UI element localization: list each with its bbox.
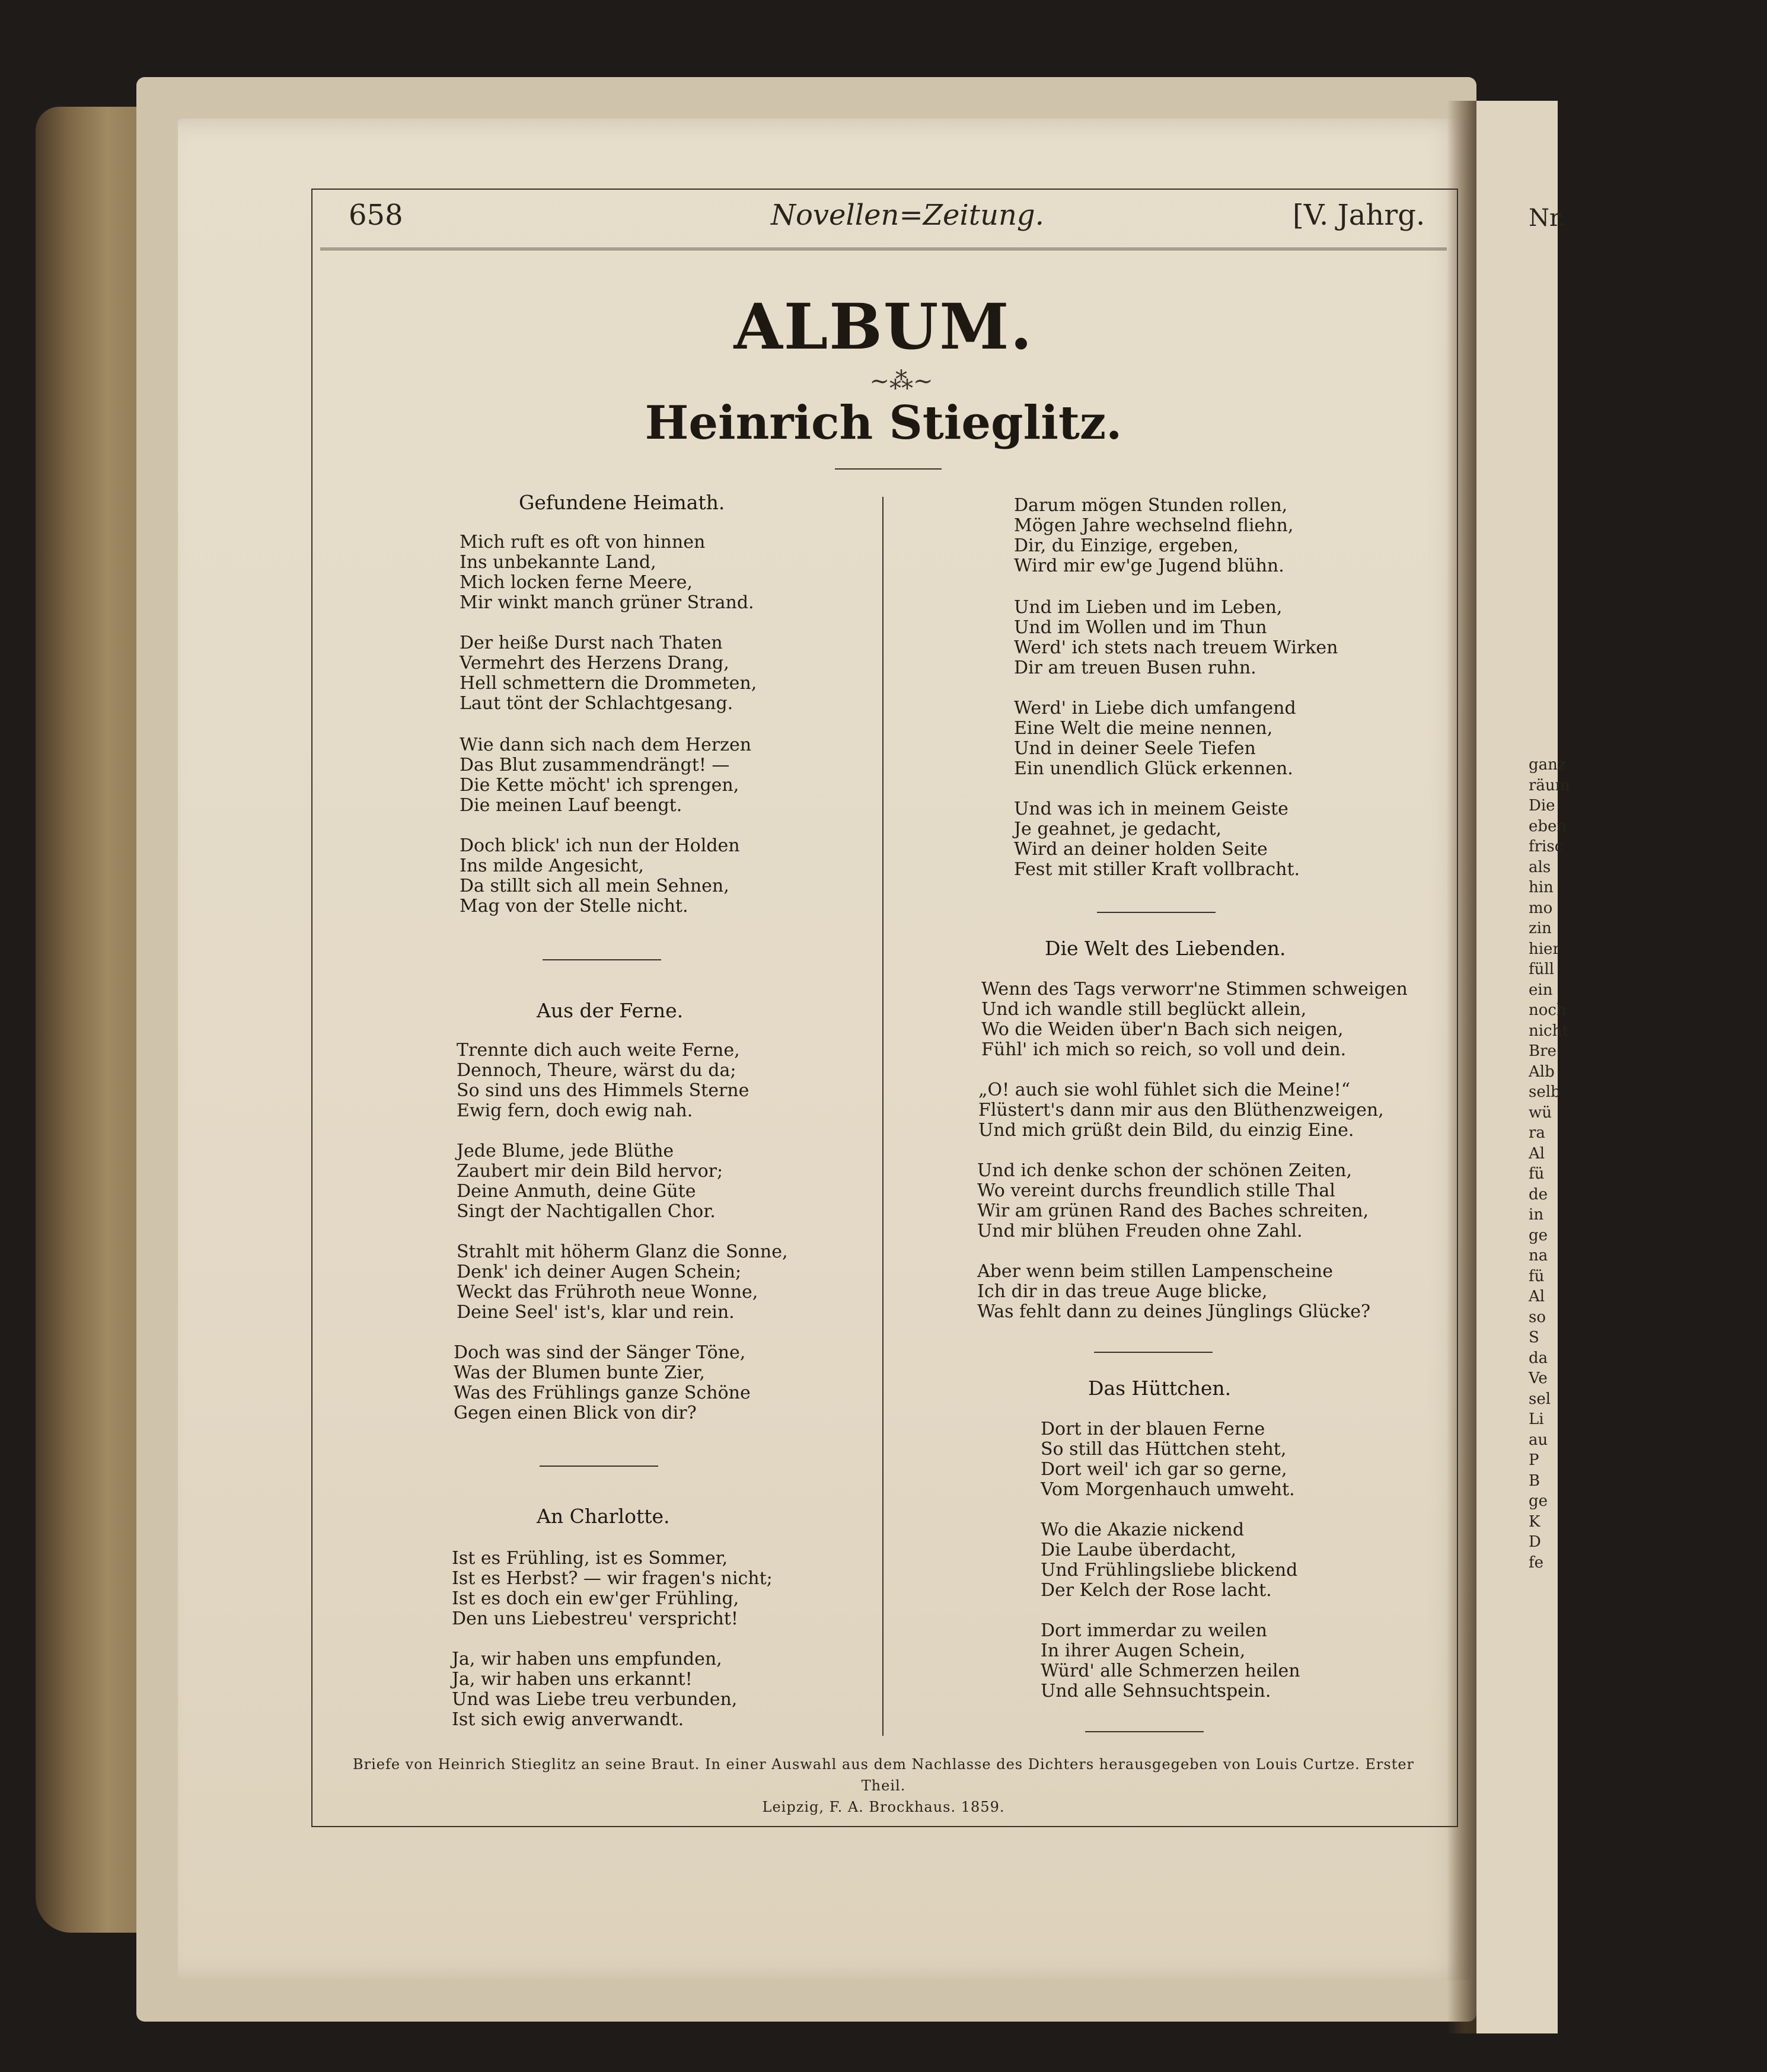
verse-line: Die Laube überdacht, [1041, 1540, 1236, 1560]
footnote [332, 1754, 1435, 1818]
verse-line: Eine Welt die meine nennen, [1014, 718, 1273, 739]
verse-line: Ich dir in das treue Auge blicke, [977, 1281, 1268, 1302]
right-page-header: Nr. [1529, 205, 1566, 232]
verse-line: Laut tönt der Schlachtgesang. [460, 693, 733, 714]
right-page-fragment: frisc [1529, 838, 1564, 855]
verse-line: Deine Seel' ist's, klar und rein. [457, 1302, 735, 1323]
verse-line: Mögen Jahre wechselnd fliehn, [1014, 515, 1294, 536]
verse-line: Und ich denke schon der schönen Zeiten, [977, 1160, 1352, 1181]
stanza [981, 979, 1408, 1060]
verse-line: Hell schmettern die Drommeten, [460, 673, 757, 694]
verse-line: Jede Blume, jede Blüthe [457, 1141, 674, 1161]
verse-line: Und Frühlingsliebe blickend [1041, 1560, 1298, 1581]
right-page-fragment: ge [1529, 1226, 1548, 1244]
right-page-fragment: K [1529, 1512, 1540, 1531]
right-page-fragment: Li [1529, 1410, 1544, 1428]
right-page-fragment: da [1529, 1349, 1548, 1367]
right-page-fragment: ein [1529, 981, 1553, 999]
verse-line: Wenn des Tags verworr'ne Stimmen schweigen [981, 979, 1408, 1000]
verse-line: Singt der Nachtigallen Chor. [457, 1201, 716, 1222]
verse-line: Ja, wir haben uns empfunden, [452, 1649, 722, 1669]
right-page-fragment: nicht [1529, 1021, 1568, 1040]
right-page-fragment: ge [1529, 1492, 1548, 1510]
poem-separator [1094, 1352, 1213, 1353]
poem-title: Die Welt des Liebenden. [1045, 937, 1286, 960]
verse-line: Flüstert's dann mir aus den Blüthenzweigen, [978, 1100, 1384, 1120]
verse-line: Dir, du Einzige, ergeben, [1014, 535, 1239, 556]
verse-line: Zaubert mir dein Bild hervor; [457, 1161, 723, 1182]
right-page-fragment: in [1529, 1206, 1544, 1224]
right-page-fragment: füll [1529, 960, 1554, 978]
verse-line: Gegen einen Blick von dir? [454, 1403, 697, 1423]
stanza [1014, 799, 1300, 880]
verse-line: Und mir blühen Freuden ohne Zahl. [977, 1221, 1303, 1241]
poem-separator [1085, 1731, 1204, 1732]
verse-line: Vermehrt des Herzens Drang, [460, 653, 729, 673]
footnote-line: Briefe von Heinrich Stieglitz an seine Braut. In einer Auswahl aus dem Nachlasse des Dichters herausgegeben von Louis Curtze. Erster Theil. [352, 1756, 1415, 1794]
verse-line: Da stillt sich all mein Sehnen, [460, 876, 729, 896]
verse-line: Wie dann sich nach dem Herzen [460, 735, 752, 755]
verse-line: „O! auch sie wohl fühlet sich die Meine!“ [978, 1080, 1351, 1100]
stanza [457, 1141, 723, 1222]
verse-line: Das Blut zusammendrängt! — [460, 755, 730, 775]
right-page-fragment: selb [1529, 1083, 1561, 1101]
right-page-fragment: Bre [1529, 1042, 1557, 1060]
right-page-fragment: noch [1529, 1001, 1567, 1019]
stanza [457, 1242, 788, 1323]
verse-line: Und was ich in meinem Geiste [1014, 799, 1288, 819]
verse-line: Wo vereint durchs freundlich stille Thal [977, 1180, 1335, 1201]
verse-line: Doch was sind der Sänger Töne, [454, 1342, 746, 1363]
verse-line: Dort immerdar zu weilen [1041, 1620, 1267, 1641]
year-label: [V. Jahrg. [1293, 199, 1425, 232]
stanza [460, 532, 754, 613]
verse-line: Mag von der Stelle nicht. [460, 896, 688, 917]
verse-line: Werd' ich stets nach treuem Wirken [1014, 637, 1338, 658]
verse-line: Wo die Akazie nickend [1041, 1519, 1245, 1540]
verse-line: Denk' ich deiner Augen Schein; [457, 1262, 742, 1282]
verse-line: Und ich wandle still beglückt allein, [981, 999, 1307, 1020]
verse-line: Und mich grüßt dein Bild, du einzig Eine. [978, 1120, 1354, 1141]
verse-line: Deine Anmuth, deine Güte [457, 1181, 696, 1202]
footnote-line: Leipzig, F. A. Brockhaus. 1859. [762, 1799, 1005, 1815]
right-page-fragment: Ve [1529, 1369, 1548, 1387]
verse-line: Strahlt mit höherm Glanz die Sonne, [457, 1241, 788, 1262]
poem-title: Aus der Ferne. [537, 999, 684, 1022]
verse-line: Was fehlt dann zu deines Jünglings Glücke? [977, 1301, 1371, 1322]
verse-line: Ist es Herbst? — wir fragen's nicht; [452, 1568, 773, 1589]
right-page-fragment: Al [1529, 1288, 1545, 1305]
verse-line: Der heiße Durst nach Thaten [460, 633, 723, 653]
stanza [460, 836, 740, 917]
right-page-fragment: fü [1529, 1165, 1545, 1183]
verse-line: Wird an deiner holden Seite [1014, 839, 1268, 860]
right-page-fragment: so [1529, 1308, 1546, 1326]
verse-line: Mir winkt manch grüner Strand. [460, 592, 754, 613]
journal-title: Novellen=Zeitung. [771, 199, 1044, 232]
verse-line: Doch blick' ich nun der Holden [460, 835, 740, 856]
verse-line: Wo die Weiden über'n Bach sich neigen, [981, 1019, 1344, 1040]
right-page-fragment: mo [1529, 899, 1553, 917]
poem-separator [543, 959, 661, 960]
right-page-fragment: eben [1529, 817, 1567, 835]
header-rule [320, 248, 1447, 250]
verse-line: Ist sich ewig anverwandt. [452, 1709, 684, 1730]
title-flourish: ~⁂~ [869, 368, 933, 395]
stanza [452, 1649, 737, 1730]
right-page-fragment: na [1529, 1247, 1548, 1265]
poem-title: Gefundene Heimath. [519, 491, 725, 514]
verse-line: Je geahnet, je gedacht, [1014, 819, 1222, 839]
right-page-fragment: zin [1529, 920, 1552, 937]
stanza [1014, 698, 1296, 779]
verse-line: Wir am grünen Rand des Baches schreiten, [977, 1201, 1369, 1221]
verse-line: Ein unendlich Glück erkennen. [1014, 758, 1293, 779]
author-heading: Heinrich Stieglitz. [645, 396, 1122, 450]
right-page-fragment: Alb [1529, 1062, 1555, 1081]
right-page-fragment: Die [1529, 797, 1555, 815]
poem-separator [1097, 912, 1216, 913]
verse-line: Die meinen Lauf beengt. [460, 795, 682, 816]
author-rule [835, 468, 942, 470]
stanza [1041, 1520, 1297, 1601]
stanza [977, 1161, 1369, 1241]
verse-line: So sind uns des Himmels Sterne [457, 1080, 749, 1101]
verse-line: Dort in der blauen Ferne [1041, 1419, 1265, 1439]
verse-line: Was des Frühlings ganze Schöne [454, 1383, 751, 1403]
verse-line: Ins milde Angesicht, [460, 855, 644, 876]
verse-line: Ewig fern, doch ewig nah. [457, 1100, 693, 1121]
verse-line: Dir am treuen Busen ruhn. [1014, 657, 1256, 678]
verse-line: Würd' alle Schmerzen heilen [1041, 1661, 1300, 1681]
stanza [1041, 1419, 1295, 1500]
poem-title: An Charlotte. [537, 1505, 670, 1528]
verse-line: Ist es Frühling, ist es Sommer, [452, 1548, 728, 1569]
right-page-fragment: P [1529, 1451, 1539, 1469]
right-page-fragment: fü [1529, 1267, 1545, 1285]
verse-line: Mich locken ferne Meere, [460, 572, 693, 593]
verse-line: Werd' in Liebe dich umfangend [1014, 698, 1296, 719]
stanza [460, 735, 751, 816]
verse-line: Fest mit stiller Kraft vollbracht. [1014, 859, 1300, 880]
right-page-fragment: S [1529, 1329, 1539, 1346]
verse-line: Fühl' ich mich so reich, so voll und dein. [981, 1039, 1347, 1060]
right-page-fragment: au [1529, 1431, 1548, 1449]
right-page-fragment: B [1529, 1471, 1540, 1490]
verse-line: Weckt das Frühroth neue Wonne, [457, 1282, 758, 1302]
right-page-fragment: de [1529, 1185, 1548, 1203]
stanza [460, 633, 757, 714]
verse-line: Und was Liebe treu verbunden, [452, 1689, 738, 1710]
verse-line: Mich ruft es oft von hinnen [460, 532, 706, 553]
right-page-fragment: als [1529, 858, 1551, 876]
right-page-fragment: hier [1529, 940, 1560, 958]
right-page-fragment: wü [1529, 1103, 1552, 1122]
stanza [978, 1080, 1384, 1141]
verse-line: Vom Morgenhauch umweht. [1041, 1479, 1295, 1500]
poem-separator [540, 1466, 658, 1467]
verse-line: Ist es doch ein ew'ger Frühling, [452, 1588, 739, 1609]
verse-line: Ja, wir haben uns erkannt! [452, 1669, 693, 1690]
verse-line: Der Kelch der Rose lacht. [1041, 1580, 1272, 1601]
right-page-fragment: D [1529, 1533, 1541, 1551]
right-page-fragment: fe [1529, 1553, 1544, 1572]
verse-line: Wird mir ew'ge Jugend blühn. [1014, 555, 1284, 576]
verse-line: Die Kette möcht' ich sprengen, [460, 775, 739, 796]
stanza [1041, 1621, 1300, 1701]
stanza [1014, 496, 1293, 576]
right-page-fragment: sel [1529, 1390, 1551, 1408]
verse-line: Und im Wollen und im Thun [1014, 617, 1267, 638]
right-page-fragment: räum [1529, 776, 1570, 794]
verse-line: Dennoch, Theure, wärst du da; [457, 1060, 736, 1081]
verse-line: Was der Blumen bunte Zier, [454, 1362, 705, 1383]
stanza [457, 1040, 749, 1121]
verse-line: Aber wenn beim stillen Lampenscheine [977, 1261, 1333, 1282]
verse-line: Und alle Sehnsuchtspein. [1041, 1681, 1271, 1701]
stanza [1014, 598, 1338, 678]
verse-line: Dort weil' ich gar so gerne, [1041, 1459, 1287, 1480]
verse-line: Und in deiner Seele Tiefen [1014, 738, 1256, 759]
verse-line: Darum mögen Stunden rollen, [1014, 495, 1288, 516]
page-number: 658 [349, 199, 403, 232]
stanza [977, 1262, 1370, 1322]
column-divider [882, 497, 884, 1736]
verse-line: Und im Lieben und im Leben, [1014, 597, 1283, 618]
poem-title: Das Hüttchen. [1088, 1377, 1232, 1400]
right-page-fragment: ganz [1529, 756, 1566, 774]
verse-line: In ihrer Augen Schein, [1041, 1640, 1246, 1661]
stanza [454, 1343, 751, 1423]
verse-line: Den uns Liebestreu' verspricht! [452, 1608, 738, 1629]
verse-line: Ins unbekannte Land, [460, 552, 656, 573]
right-page-fragment: ra [1529, 1124, 1545, 1142]
verse-line: So still das Hüttchen steht, [1041, 1439, 1287, 1460]
section-title: ALBUM. [733, 289, 1034, 363]
right-page-fragment: hin [1529, 879, 1554, 896]
verse-line: Trennte dich auch weite Ferne, [457, 1040, 740, 1061]
right-page-fragment: Al [1529, 1144, 1545, 1163]
stanza [452, 1549, 773, 1629]
